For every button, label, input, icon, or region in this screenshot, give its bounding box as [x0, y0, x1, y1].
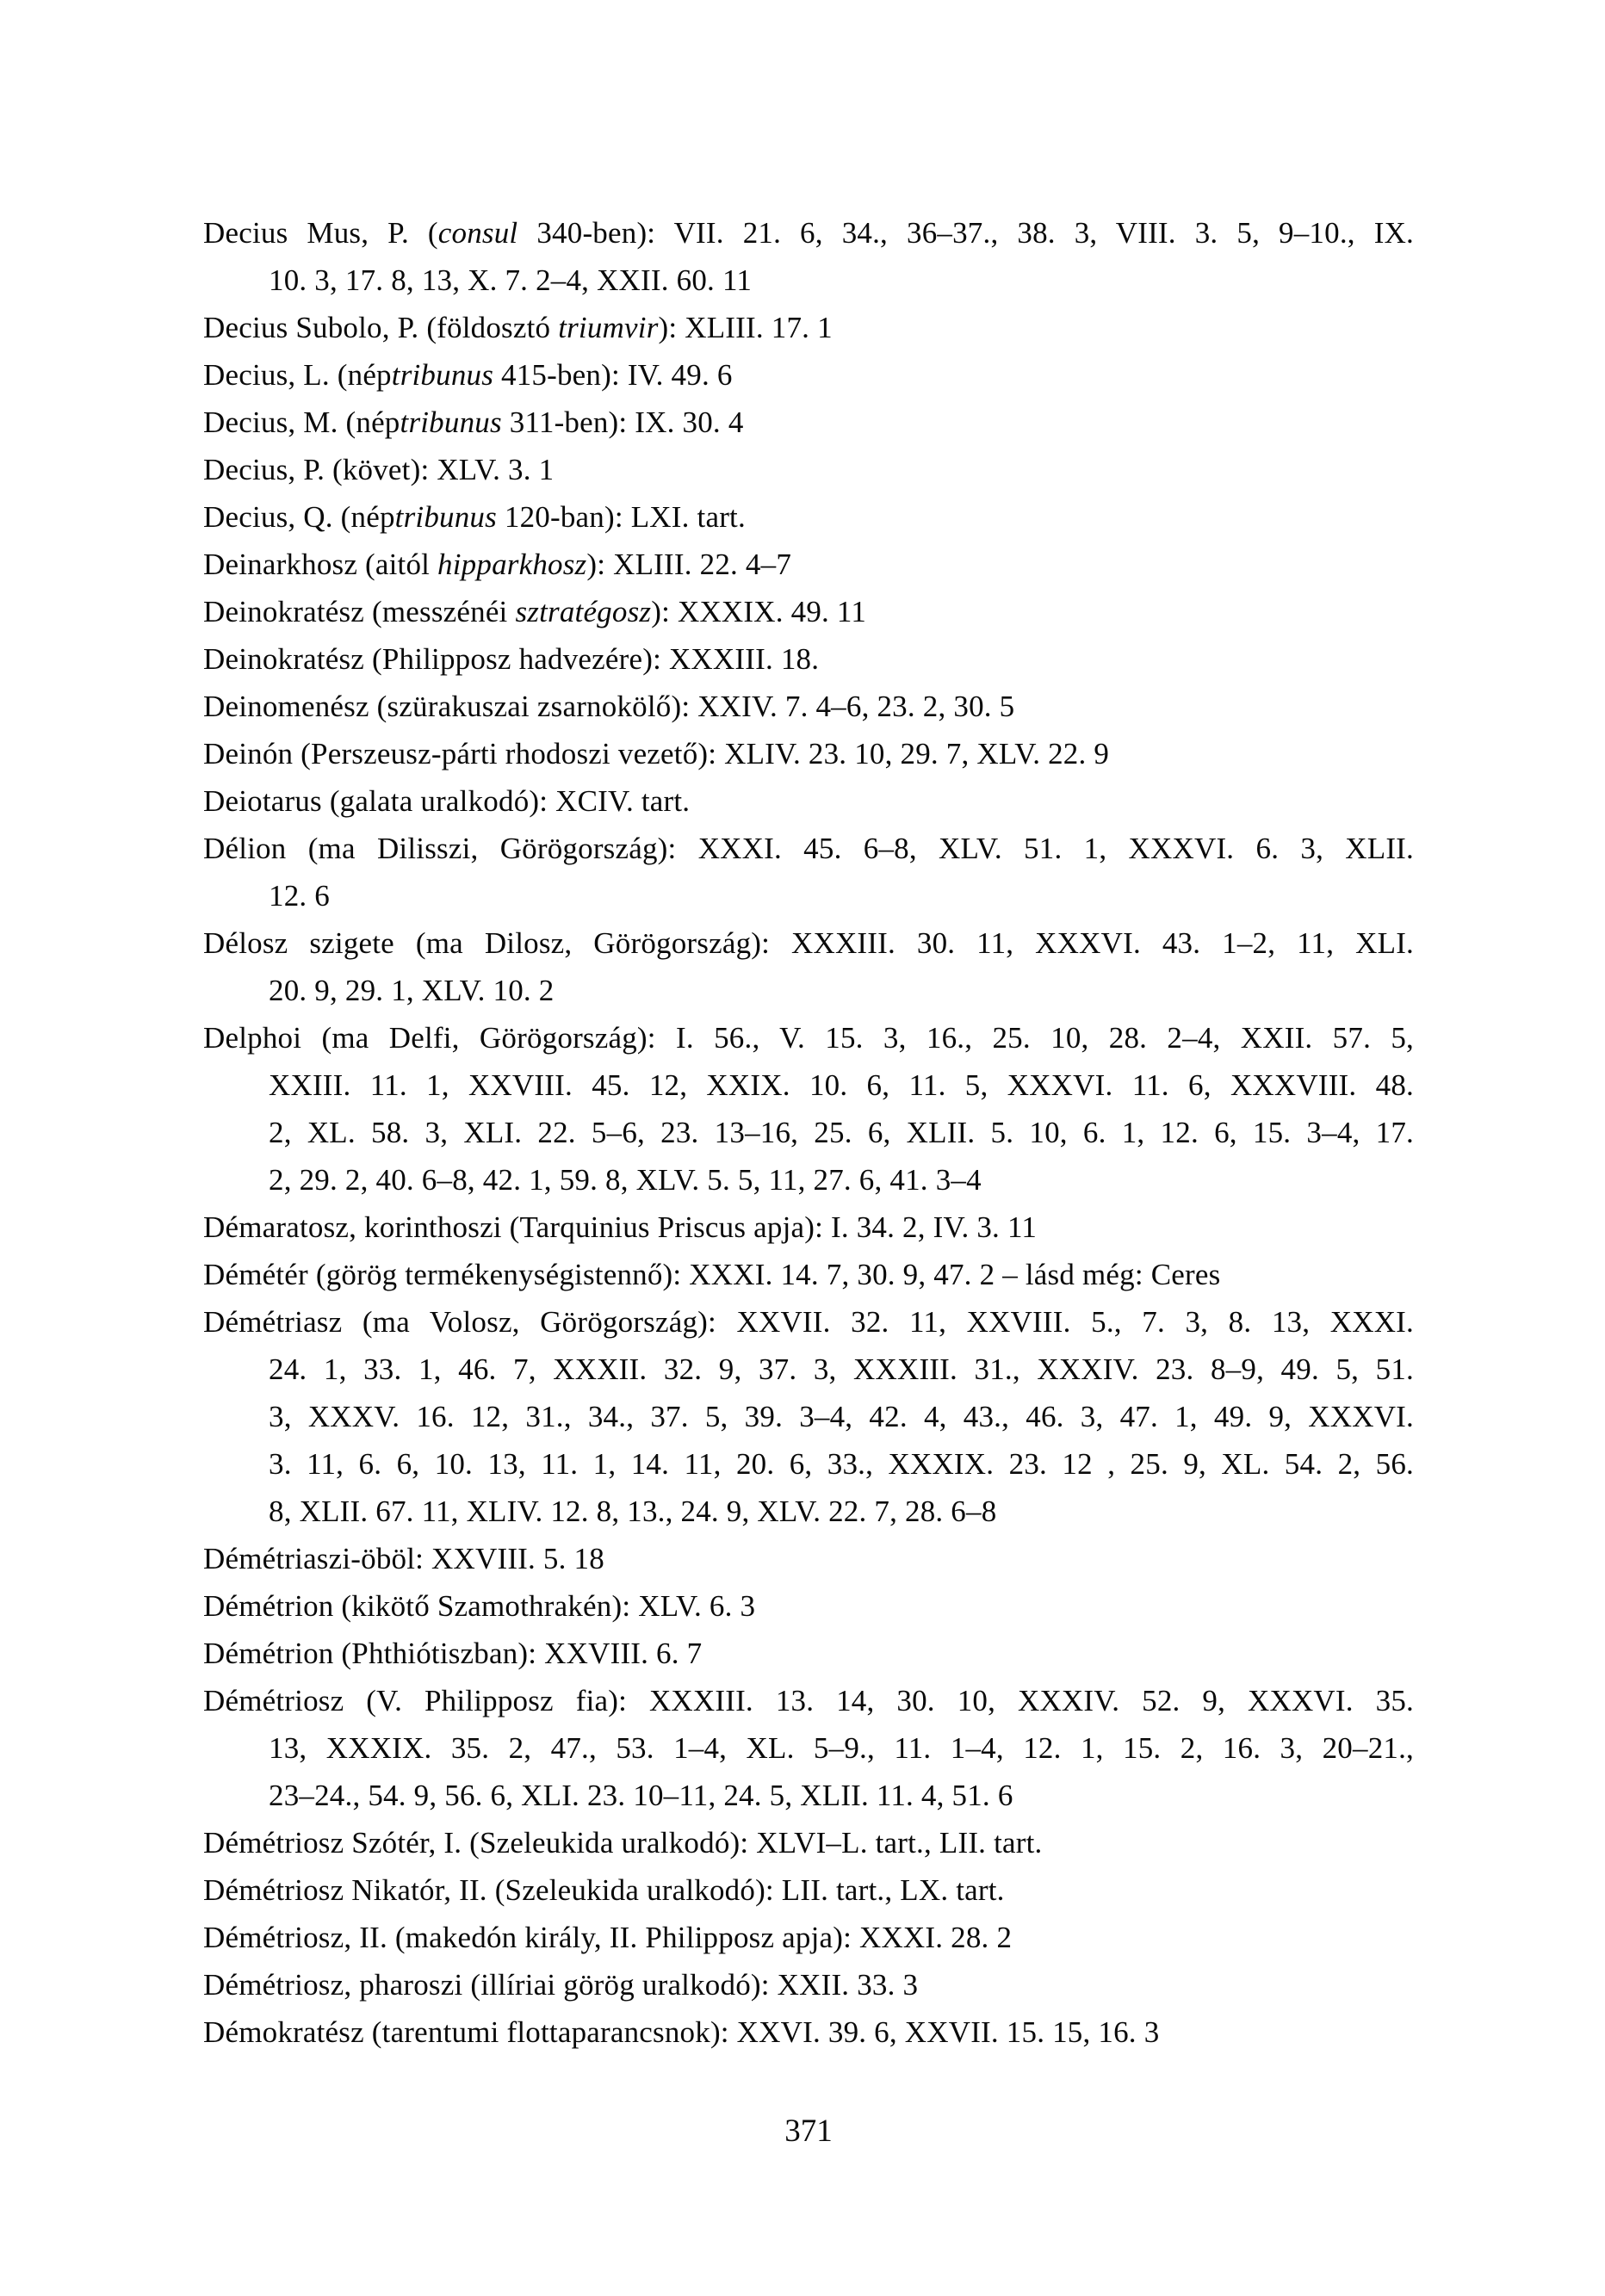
plain-text: 311-ben): IX. 30. 4 — [501, 405, 744, 439]
index-entry-line — [203, 209, 1414, 257]
index-entry-line — [203, 825, 1414, 872]
plain-text: 120-ban): LXI. tart. — [496, 500, 746, 534]
index-entry-line — [203, 399, 1414, 446]
italic-text: sztratégosz — [515, 595, 652, 628]
index-entry — [203, 446, 1414, 493]
index-entry — [203, 399, 1414, 446]
plain-text: 2, XL. 58. 3, XLI. 22. 5–6, 23. 13–16, 25. 6, XLII. 5. 10, 6. 1, 12. 6, 15. 3–4, 17. — [269, 1116, 1414, 1149]
index-entry-line — [203, 2008, 1414, 2056]
plain-text: Démétriosz Nikatór, II. (Szeleukida uralkodó): LII. tart., LX. tart. — [203, 1873, 1005, 1907]
italic-text: triumvir — [558, 311, 659, 344]
index-entry-line — [203, 1582, 1414, 1630]
plain-text: Delphoi (ma Delfi, Görögország): I. 56., V. 15. 3, 16., 25. 10, 28. 2–4, XXII. 57. 5, — [203, 1021, 1414, 1055]
index-entry-line — [203, 1156, 1414, 1204]
plain-text: 13, XXXIX. 35. 2, 47., 53. 1–4, XL. 5–9., 11. 1–4, 12. 1, 15. 2, 16. 3, 20–21., — [269, 1731, 1414, 1765]
italic-text: consul — [437, 216, 518, 250]
plain-text: Decius, L. (nép — [203, 358, 392, 392]
index-entry — [203, 825, 1414, 919]
plain-text: Deiotarus (galata uralkodó): XCIV. tart. — [203, 784, 691, 818]
index-entry-line — [203, 683, 1414, 730]
plain-text: 3, XXXV. 16. 12, 31., 34., 37. 5, 39. 3–4, 42. 4, 43., 46. 3, 47. 1, 49. 9, XXXVI. — [269, 1400, 1414, 1433]
text-block — [203, 209, 1414, 2056]
index-entry-line — [203, 1109, 1414, 1156]
page-number: 371 — [784, 2113, 833, 2149]
index-entry — [203, 1914, 1414, 1961]
italic-text: tribunus — [391, 358, 494, 392]
index-entry-line — [203, 967, 1414, 1014]
index-entry — [203, 209, 1414, 304]
index-entry-line — [203, 635, 1414, 683]
plain-text: ): XXXIX. 49. 11 — [651, 595, 867, 628]
index-entry-line — [203, 919, 1414, 967]
plain-text: Démétriosz, II. (makedón király, II. Philipposz apja): XXXI. 28. 2 — [203, 1921, 1013, 1954]
index-entry-line — [203, 1535, 1414, 1582]
plain-text: 10. 3, 17. 8, 13, X. 7. 2–4, XXII. 60. 11 — [269, 263, 753, 297]
index-entry-line — [203, 1393, 1414, 1440]
index-entry — [203, 1866, 1414, 1914]
plain-text: Démokratész (tarentumi flottaparancsnok): XXVI. 39. 6, XXVII. 15. 15, 16. 3 — [203, 2015, 1160, 2049]
index-entry — [203, 588, 1414, 635]
index-entry-line — [203, 493, 1414, 541]
index-entry — [203, 1677, 1414, 1819]
plain-text: Démétér (görög termékenységistennő): XXXI. 14. 7, 30. 9, 47. 2 – lásd még: Ceres — [203, 1258, 1221, 1291]
index-entry — [203, 683, 1414, 730]
index-entry-line — [203, 304, 1414, 351]
plain-text: Deinón (Perszeusz-párti rhodoszi vezető): XLIV. 23. 10, 29. 7, XLV. 22. 9 — [203, 737, 1110, 770]
index-entry — [203, 304, 1414, 351]
plain-text: Démétriosz, pharoszi (illíriai görög uralkodó): XXII. 33. 3 — [203, 1968, 919, 2002]
index-entry-line — [203, 351, 1414, 399]
index-entry-line — [203, 257, 1414, 304]
index-entry-line — [203, 541, 1414, 588]
plain-text: 8, XLII. 67. 11, XLIV. 12. 8, 13., 24. 9, XLV. 22. 7, 28. 6–8 — [269, 1495, 997, 1528]
italic-text: tribunus — [394, 500, 497, 534]
index-entry — [203, 635, 1414, 683]
italic-text: hipparkhosz — [437, 548, 587, 581]
plain-text: Decius, P. (követ): XLV. 3. 1 — [203, 453, 555, 486]
plain-text: Decius, M. (nép — [203, 405, 400, 439]
index-entry-line — [203, 1014, 1414, 1061]
index-entry — [203, 1961, 1414, 2008]
index-entry — [203, 1582, 1414, 1630]
index-entry-line — [203, 730, 1414, 777]
index-entry — [203, 541, 1414, 588]
plain-text: 2, 29. 2, 40. 6–8, 42. 1, 59. 8, XLV. 5. 5, 11, 27. 6, 41. 3–4 — [269, 1163, 982, 1197]
plain-text: Démétrion (Phthiótiszban): XXVIII. 6. 7 — [203, 1637, 703, 1670]
index-entry — [203, 1535, 1414, 1582]
index-entry — [203, 1298, 1414, 1535]
plain-text: XXIII. 11. 1, XXVIII. 45. 12, XXIX. 10. 6, 11. 5, XXXVI. 11. 6, XXXVIII. 48. — [269, 1068, 1414, 1102]
index-entry — [203, 2008, 1414, 2056]
plain-text: 415-ben): IV. 49. 6 — [493, 358, 733, 392]
plain-text: Deinokratész (messzénéi — [203, 595, 516, 628]
plain-text: 24. 1, 33. 1, 46. 7, XXXII. 32. 9, 37. 3, XXXIII. 31., XXXIV. 23. 8–9, 49. 5, 51. — [269, 1352, 1414, 1386]
index-entry-line — [203, 1819, 1414, 1866]
index-entry-line — [203, 872, 1414, 919]
index-entry-line — [203, 1251, 1414, 1298]
plain-text: Deinomenész (szürakuszai zsarnokölő): XXIV. 7. 4–6, 23. 2, 30. 5 — [203, 690, 1015, 723]
index-entry-line — [203, 588, 1414, 635]
index-entry — [203, 1204, 1414, 1251]
plain-text: Decius Mus, P. ( — [203, 216, 438, 250]
plain-text: Délosz szigete (ma Dilosz, Görögország): XXXIII. 30. 11, XXXVI. 43. 1–2, 11, XLI. — [203, 926, 1414, 960]
plain-text: Démétriasz (ma Volosz, Görögország): XXVII. 32. 11, XXVIII. 5., 7. 3, 8. 13, XXXI. — [203, 1305, 1414, 1339]
plain-text: 340-ben): VII. 21. 6, 34., 36–37., 38. 3, VIII. 3. 5, 9–10., IX. — [517, 216, 1414, 250]
plain-text: 3. 11, 6. 6, 10. 13, 11. 1, 14. 11, 20. 6, 33., XXXIX. 23. 12 , 25. 9, XL. 54. 2, 56. — [269, 1447, 1414, 1481]
plain-text: Démaratosz, korinthoszi (Tarquinius Priscus apja): I. 34. 2, IV. 3. 11 — [203, 1210, 1038, 1244]
index-entry — [203, 777, 1414, 825]
index-entry-line — [203, 1630, 1414, 1677]
index-entry-line — [203, 1724, 1414, 1772]
index-entry — [203, 919, 1414, 1014]
plain-text: Decius Subolo, P. (földosztó — [203, 311, 559, 344]
index-entry-line — [203, 1298, 1414, 1346]
plain-text: Decius, Q. (nép — [203, 500, 395, 534]
index-entry — [203, 1014, 1414, 1204]
index-entry-line — [203, 1961, 1414, 2008]
plain-text: 20. 9, 29. 1, XLV. 10. 2 — [269, 974, 555, 1007]
index-entry — [203, 351, 1414, 399]
index-entry-line — [203, 1772, 1414, 1819]
plain-text: Démétriosz (V. Philipposz fia): XXXIII. 13. 14, 30. 10, XXXIV. 52. 9, XXXVI. 35. — [203, 1684, 1414, 1717]
index-entry-line — [203, 777, 1414, 825]
index-entry-line — [203, 1488, 1414, 1535]
index-entry — [203, 1630, 1414, 1677]
index-entry-line — [203, 1914, 1414, 1961]
index-entry-line — [203, 1677, 1414, 1724]
italic-text: tribunus — [400, 405, 502, 439]
index-entry — [203, 493, 1414, 541]
plain-text: ): XLIII. 17. 1 — [658, 311, 833, 344]
index-entry-line — [203, 1204, 1414, 1251]
index-entry-line — [203, 1866, 1414, 1914]
index-entry-line — [203, 1440, 1414, 1488]
index-entry-line — [203, 1346, 1414, 1393]
plain-text: 23–24., 54. 9, 56. 6, XLI. 23. 10–11, 24. 5, XLII. 11. 4, 51. 6 — [269, 1779, 1013, 1812]
index-entry — [203, 1251, 1414, 1298]
plain-text: ): XLIII. 22. 4–7 — [586, 548, 792, 581]
plain-text: Deinokratész (Philipposz hadvezére): XXXIII. 18. — [203, 642, 820, 676]
plain-text: Démétriosz Szótér, I. (Szeleukida uralkodó): XLVI–L. tart., LII. tart. — [203, 1826, 1043, 1860]
index-entry — [203, 1819, 1414, 1866]
index-entry-line — [203, 446, 1414, 493]
plain-text: Démétrion (kikötő Szamothrakén): XLV. 6. 3 — [203, 1589, 756, 1623]
plain-text: 12. 6 — [269, 879, 330, 913]
index-entry — [203, 730, 1414, 777]
plain-text: Deinarkhosz (aitól — [203, 548, 438, 581]
index-entry-line — [203, 1061, 1414, 1109]
plain-text: Délion (ma Dilisszi, Görögország): XXXI. 45. 6–8, XLV. 51. 1, XXXVI. 6. 3, XLII. — [203, 832, 1414, 865]
plain-text: Démétriaszi-öböl: XXVIII. 5. 18 — [203, 1542, 604, 1575]
